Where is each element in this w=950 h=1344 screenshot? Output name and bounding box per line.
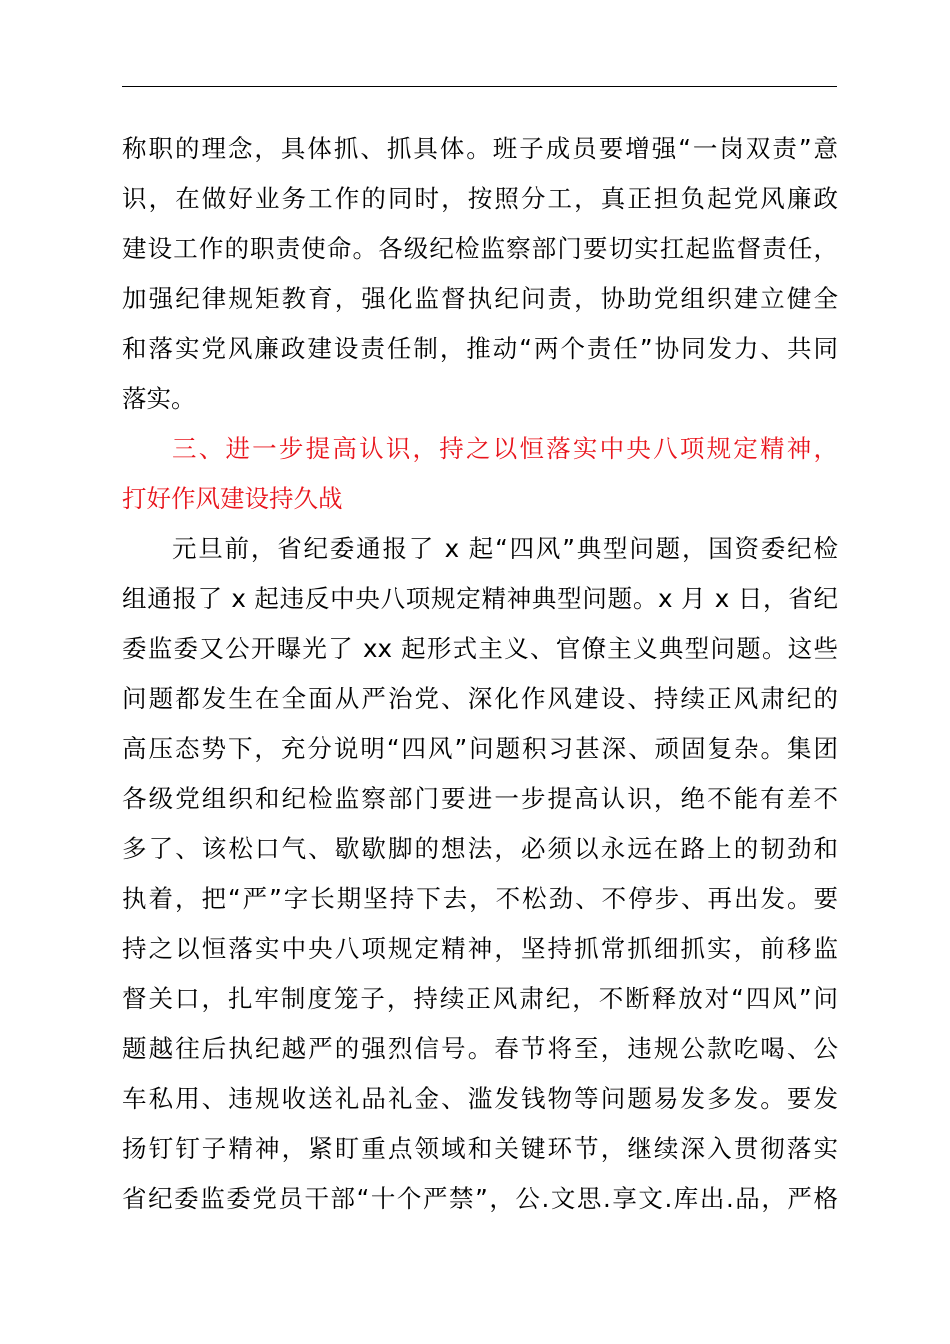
paragraph-continuation bbox=[122, 124, 838, 424]
document-body bbox=[122, 124, 838, 1224]
heading-line: 打好作风建设持久战 bbox=[122, 484, 343, 513]
text-line: 建设工作的职责使命。各级纪检监察部门要切实扛起监督责任， bbox=[122, 234, 838, 263]
text-line: 持之以恒落实中央八项规定精神，坚持抓常抓细抓实，前移监 bbox=[122, 934, 838, 963]
text-line: 多了、该松口气、歇歇脚的想法，必须以永远在路上的韧劲和 bbox=[122, 834, 838, 863]
text-line: 组通报了 x 起违反中央八项规定精神典型问题。x 月 x 日，省纪 bbox=[122, 584, 838, 613]
text-line: 识，在做好业务工作的同时，按照分工，真正担负起党风廉政 bbox=[122, 184, 838, 213]
paragraph-section-three bbox=[122, 524, 838, 1224]
text-line: 称职的理念，具体抓、抓具体。班子成员要增强“一岗双责”意 bbox=[122, 134, 838, 163]
text-line: 落实。 bbox=[122, 384, 196, 413]
text-line: 问题都发生在全面从严治党、深化作风建设、持续正风肃纪的 bbox=[122, 684, 838, 713]
text-line: 车私用、违规收送礼品礼金、滥发钱物等问题易发多发。要发 bbox=[122, 1084, 838, 1113]
text-line: 委监委又公开曝光了 xx 起形式主义、官僚主义典型问题。这些 bbox=[122, 634, 838, 663]
text-line: 各级党组织和纪检监察部门要进一步提高认识，绝不能有差不 bbox=[122, 784, 838, 813]
text-line: 题越往后执纪越严的强烈信号。春节将至，违规公款吃喝、公 bbox=[122, 1034, 838, 1063]
text-line: 和落实党风廉政建设责任制，推动“两个责任”协同发力、共同 bbox=[122, 334, 838, 363]
heading-line: 三、进一步提高认识，持之以恒落实中央八项规定精神， bbox=[172, 434, 838, 463]
text-line: 加强纪律规矩教育，强化监督执纪问责，协助党组织建立健全 bbox=[122, 284, 838, 313]
text-line: 省纪委监委党员干部“十个严禁”，公.文思.享文.库出.品，严格 bbox=[122, 1184, 838, 1213]
text-line: 高压态势下，充分说明“四风”问题积习甚深、顽固复杂。集团 bbox=[122, 734, 838, 763]
text-line: 扬钉钉子精神，紧盯重点领域和关键环节，继续深入贯彻落实 bbox=[122, 1134, 838, 1163]
text-line: 执着，把“严”字长期坚持下去，不松劲、不停步、再出发。要 bbox=[122, 884, 838, 913]
text-line: 督关口，扎牢制度笼子，持续正风肃纪，不断释放对“四风”问 bbox=[122, 984, 838, 1013]
header-rule bbox=[122, 86, 837, 87]
text-line: 元旦前，省纪委通报了 x 起“四风”典型问题，国资委纪检 bbox=[172, 534, 838, 563]
section-heading bbox=[122, 424, 838, 524]
